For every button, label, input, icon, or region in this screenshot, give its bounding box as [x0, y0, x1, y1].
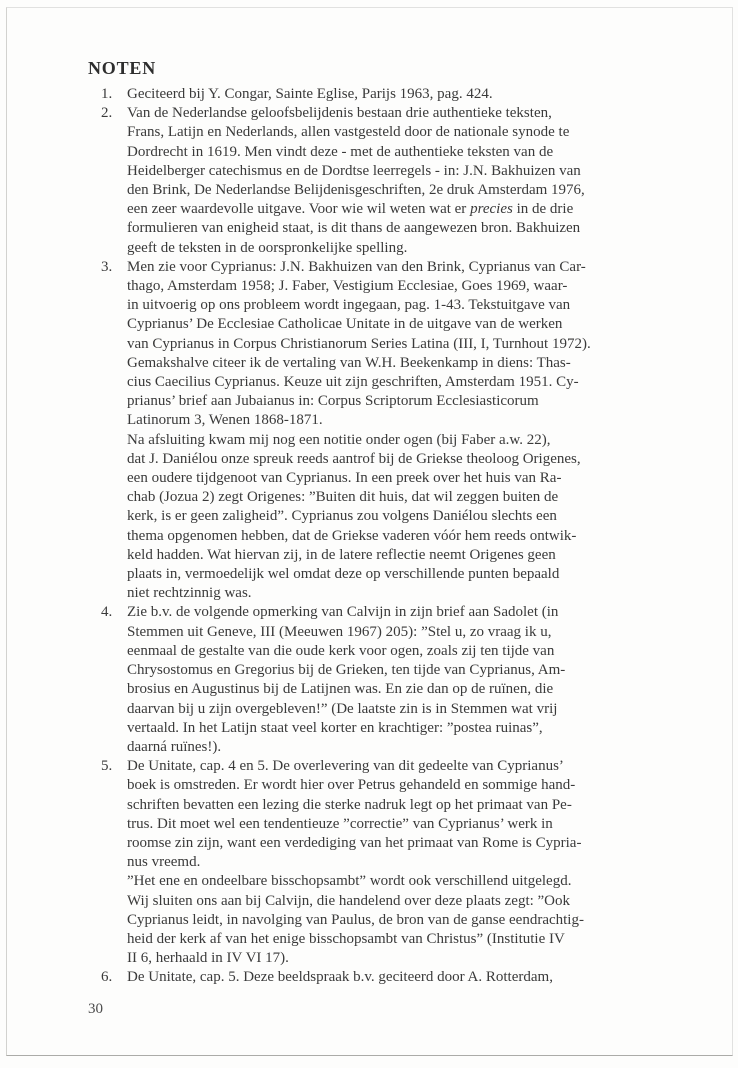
- page-title: NOTEN: [88, 58, 157, 78]
- note-line: Wij sluiten ons aan bij Calvijn, die handelend over deze plaats zegt: ”Ook: [127, 892, 571, 909]
- note-line: niet rechtzinnig was.: [127, 585, 252, 602]
- note-line: Heidelberger catechismus en de Dordtse leerregels - in: J.N. Bakhuizen van: [127, 162, 581, 179]
- note-line: prianus’ brief aan Jubaianus in: Corpus Scriptorum Ecclesiasticorum: [127, 393, 539, 410]
- note-text: [127, 258, 681, 604]
- note-line: geeft de teksten in de oorspronkelijke spelling.: [127, 239, 408, 256]
- note-line: thema opgenomen hebben, dat de Griekse vaderen vóór hem reeds ontwik-: [127, 527, 577, 544]
- note-line: ”Het ene en ondeelbare bisschopsambt” wordt ook verschillend uitgelegd.: [127, 873, 572, 890]
- note-number: 6.: [101, 969, 113, 986]
- notes-list: [101, 85, 681, 988]
- note-line: in uitvoerig op ons probleem wordt ingegaan, pag. 1-43. Tekstuitgave van: [127, 297, 571, 314]
- note-line: Cyprianus’ De Ecclesiae Catholicae Unitate in de uitgave van de werken: [127, 316, 563, 333]
- note-line: Van de Nederlandse geloofsbelijdenis bestaan drie authentieke teksten,: [127, 105, 552, 122]
- note-line: Stemmen uit Geneve, III (Meeuwen 1967) 205): ”Stel u, zo vraag ik u,: [127, 623, 552, 640]
- note-number: 5.: [101, 758, 113, 775]
- note-line: eenmaal de gestalte van die oude kerk voor ogen, zoals zij ten tijde van: [127, 642, 555, 659]
- page-number: 30: [88, 1001, 103, 1017]
- note-line: nus vreemd.: [127, 854, 201, 871]
- note-text: [127, 104, 681, 258]
- note-line: kerk, is er geen zaligheid”. Cyprianus zou volgens Daniélou slechts een: [127, 508, 557, 525]
- note-line: Gemakshalve citeer ik de vertaling van W.H. Beekenkamp in diens: Thas-: [127, 354, 571, 371]
- note-line: schriften bevatten een lezing die sterke nadruk legt op het primaat van Pe-: [127, 796, 572, 813]
- note-item: [101, 757, 681, 968]
- note-line: cius Caecilius Cyprianus. Keuze uit zijn geschriften, Amsterdam 1951. Cy-: [127, 374, 579, 391]
- note-line: boek is omstreden. Er wordt hier over Petrus gehandeld en sommige hand-: [127, 777, 576, 794]
- note-line: Na afsluiting kwam mij nog een notitie onder ogen (bij Faber a.w. 22),: [127, 431, 551, 448]
- note-line: Cyprianus leidt, in navolging van Paulus, de bron van de ganse eendrachtig-: [127, 911, 584, 928]
- note-line: Geciteerd bij Y. Congar, Sainte Eglise, Parijs 1963, pag. 424.: [127, 86, 493, 102]
- note-line: Latinorum 3, Wenen 1868-1871.: [127, 412, 323, 429]
- note-line: van Cyprianus in Corpus Christianorum Series Latina (III, I, Turnhout 1972).: [127, 335, 591, 352]
- note-item: [101, 104, 681, 258]
- note-line: roomse zin zijn, want een verdediging van het primaat van Rome is Cypria-: [127, 834, 582, 851]
- note-item: [101, 968, 681, 987]
- note-text: [127, 603, 681, 757]
- note-line: Dordrecht in 1619. Men vindt deze - met de authentieke teksten van de: [127, 143, 554, 160]
- note-line: den Brink, De Nederlandse Belijdenisgeschriften, 2e druk Amsterdam 1976,: [127, 182, 585, 199]
- note-line: keld hadden. Wat hiervan zij, in de latere reflectie neemt Origenes geen: [127, 546, 556, 563]
- note-line: heid der kerk af van het enige bisschopsambt van Christus” (Institutie IV: [127, 930, 565, 947]
- note-line: Frans, Latijn en Nederlands, allen vastgesteld door de nationale synode te: [127, 124, 570, 141]
- note-line: II 6, herhaald in IV VI 17).: [127, 950, 289, 967]
- note-line: dat J. Daniélou onze spreuk reeds aantrof bij de Griekse theoloog Origenes,: [127, 450, 581, 467]
- note-line: daarná ruïnes!).: [127, 738, 222, 755]
- note-line: Zie b.v. de volgende opmerking van Calvijn in zijn brief aan Sadolet (in: [127, 604, 559, 621]
- note-text: [127, 85, 681, 104]
- note-text: [127, 968, 681, 987]
- note-line: thago, Amsterdam 1958; J. Faber, Vestigium Ecclesiae, Goes 1969, waar-: [127, 278, 568, 295]
- note-item: [101, 258, 681, 604]
- note-number: 3.: [101, 258, 113, 275]
- note-line: De Unitate, cap. 5. Deze beeldspraak b.v. geciteerd door A. Rotterdam,: [127, 969, 553, 986]
- note-number: 4.: [101, 604, 113, 621]
- note-line: trus. Dit moet wel een tendentieuze ”correctie” van Cyprianus’ werk in: [127, 815, 553, 832]
- note-line: daarvan bij u zijn overgebleven!” (De laatste zin is in Stemmen wat vrij: [127, 700, 558, 717]
- note-line: een oudere tijdgenoot van Cyprianus. In een preek over het huis van Ra-: [127, 470, 562, 487]
- note-line: Men zie voor Cyprianus: J.N. Bakhuizen van den Brink, Cyprianus van Car-: [127, 258, 586, 275]
- note-line: formulieren van enigheid staat, is dit thans de aangewezen bron. Bakhuizen: [127, 220, 581, 237]
- note-text: [127, 757, 681, 968]
- note-item: [101, 85, 681, 104]
- note-number: 2.: [101, 105, 113, 122]
- note-line: plaats in, vermoedelijk wel omdat deze op verschillende punten bepaald: [127, 566, 560, 583]
- note-line: Chrysostomus en Gregorius bij de Grieken, ten tijde van Cyprianus, Am-: [127, 662, 566, 679]
- note-item: [101, 603, 681, 757]
- note-line: een zeer waardevolle uitgave. Voor wie wil weten wat er precies in de drie: [127, 201, 574, 218]
- note-line: brosius en Augustinus bij de Latijnen was. En zie dan op de ruïnen, die: [127, 681, 554, 698]
- note-line: chab (Jozua 2) zegt Origenes: ”Buiten dit huis, dat wil zeggen buiten de: [127, 489, 559, 506]
- note-line: De Unitate, cap. 4 en 5. De overlevering van dit gedeelte van Cyprianus’: [127, 758, 564, 775]
- note-line: vertaald. In het Latijn staat veel korter en krachtiger: ”postea ruinas”,: [127, 719, 543, 736]
- note-number: 1.: [101, 86, 113, 102]
